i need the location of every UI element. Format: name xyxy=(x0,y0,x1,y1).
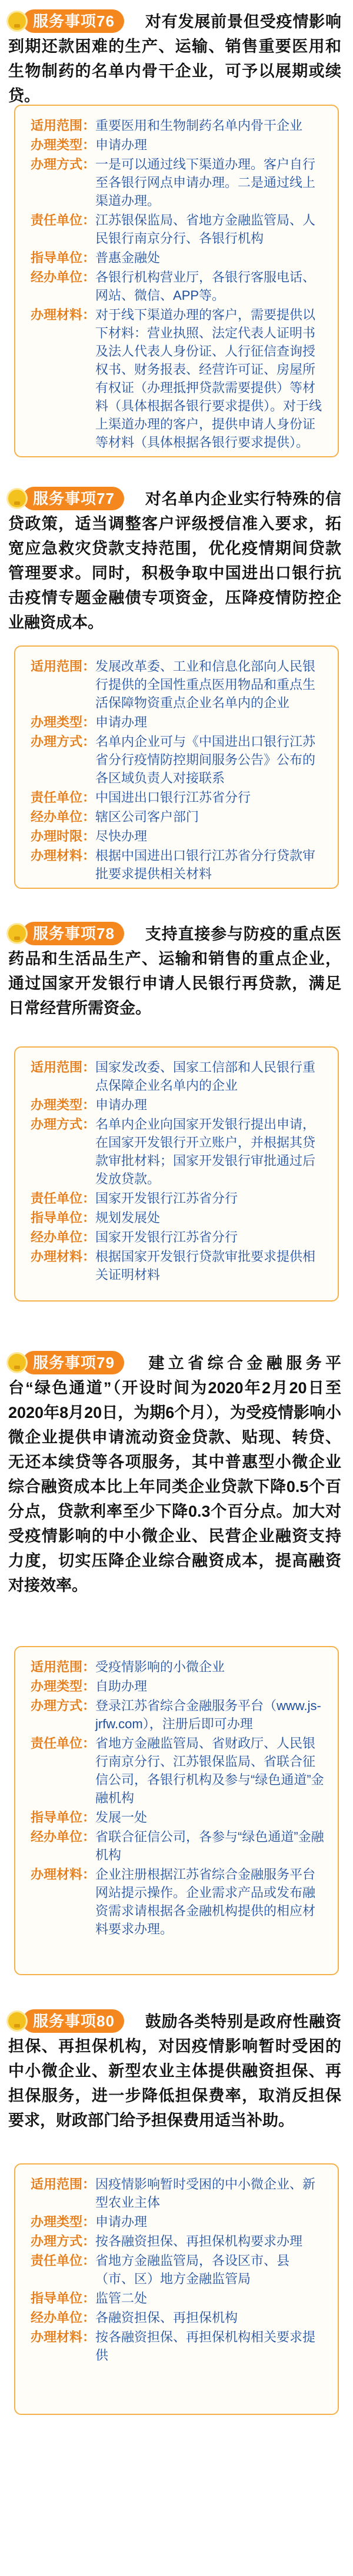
detail-row xyxy=(31,788,325,807)
detail-key: 适用范围： xyxy=(31,1660,96,1674)
detail-value: 发展改革委、工业和信息化部向人民银行提供的全国性重点医用物品和重点生活保障物资重点企业名单内的企业 xyxy=(95,659,316,710)
service-tag-label: 服务事项77 xyxy=(22,487,124,510)
service-detail-box xyxy=(14,1046,339,1302)
detail-value: 中国进出口银行江苏省分行 xyxy=(95,790,251,805)
detail-value: 监管二处 xyxy=(95,2291,148,2306)
detail-value: 按各融资担保、再担保机构相关要求提供 xyxy=(95,2330,316,2363)
detail-key: 办理类型： xyxy=(31,138,96,152)
detail-key: 指导单位： xyxy=(31,1810,96,1825)
detail-key: 办理方式： xyxy=(31,734,96,749)
detail-row xyxy=(31,2175,325,2212)
detail-key: 办理材料： xyxy=(31,848,96,863)
service-detail-box xyxy=(14,1646,339,1975)
detail-value: 发展一处 xyxy=(95,1810,148,1825)
detail-row xyxy=(31,268,325,305)
detail-value: 因疫情影响暂时受困的中小微企业、新型农业主体 xyxy=(95,2177,316,2210)
detail-value: 一是可以通过线下渠道办理。客户自行至各银行网点申请办理。二是通过线上渠道办理。 xyxy=(95,157,316,208)
detail-key: 责任单位： xyxy=(31,213,96,228)
service-tag-label: 服务事项80 xyxy=(22,2009,124,2033)
detail-key: 办理时限： xyxy=(31,829,96,844)
detail-key: 办理材料： xyxy=(31,307,96,322)
detail-row xyxy=(31,847,325,883)
service-intro-text: 支持直接参与防疫的重点医药品和生活品生产、运输和销售的重点企业，通过国家开发银行申请人民银行再贷款，满足日常经营所需资金。 xyxy=(8,925,341,1017)
detail-key: 办理材料： xyxy=(31,1249,96,1264)
detail-key: 经办单位： xyxy=(31,809,96,824)
service-detail-box xyxy=(14,2163,339,2415)
lightbulb-icon xyxy=(8,12,26,30)
detail-value: 尽快办理 xyxy=(95,829,148,844)
detail-value: 根据中国进出口银行江苏省分行贷款审批要求提供相关材料 xyxy=(95,848,316,881)
lightbulb-icon xyxy=(8,925,26,942)
detail-key: 责任单位： xyxy=(31,2253,96,2268)
detail-value: 规划发展处 xyxy=(95,1210,161,1225)
detail-value: 登录江苏省综合金融服务平台（www.js-jrfw.com），注册后即可办理 xyxy=(95,1698,321,1731)
detail-value: 国家开发银行江苏省分行 xyxy=(95,1191,238,1206)
lightbulb-icon xyxy=(8,2012,26,2030)
detail-key: 经办单位： xyxy=(31,1829,96,1844)
detail-value: 对于线下渠道办理的客户，需要提供以下材料：营业执照、法定代表人证明书及法人代表人身份证、人行征信查询授权书、财务报表、经营许可证、房屋所有权证（办理抵押贷款需要提供）等材料（具体根据各银行要求提供）。对于线上渠道办理的客户，提供申请人身份证等材料（具体根据各银行要求提供）。 xyxy=(95,307,322,450)
detail-key: 责任单位： xyxy=(31,790,96,805)
detail-key: 指导单位： xyxy=(31,1210,96,1225)
detail-row xyxy=(31,116,325,135)
detail-value: 申请办理 xyxy=(95,138,148,152)
detail-key: 适用范围： xyxy=(31,659,96,674)
detail-row xyxy=(31,136,325,154)
detail-key: 经办单位： xyxy=(31,2310,96,2325)
service-intro xyxy=(8,9,341,108)
detail-row xyxy=(31,1228,325,1246)
service-intro xyxy=(8,487,341,635)
detail-value: 名单内企业可与《中国进出口银行江苏省分行疫情防控期间服务公告》公布的各区域负责人对接联系 xyxy=(95,734,316,785)
detail-value: 重要医用和生物制药名单内骨干企业 xyxy=(95,118,303,133)
detail-row xyxy=(31,2328,325,2364)
detail-value: 各融资担保、再担保机构 xyxy=(95,2310,238,2325)
service-tag-label: 服务事项79 xyxy=(22,1351,124,1374)
detail-row xyxy=(31,2289,325,2307)
detail-value: 省地方金融监管局、省财政厅、人民银行南京分行、江苏银保监局、省联合征信公司，各银行机构及参与“绿色通道”金融机构 xyxy=(95,1736,324,1805)
detail-row xyxy=(31,306,325,451)
detail-value: 省地方金融监管局，各设区市、县（市、区）地方金融监管局 xyxy=(95,2253,290,2286)
service-intro-text: 对有发展前景但受疫情影响到期还款困难的生产、运输、销售重要医用和生物制药的名单内骨干企业，可予以展期或续贷。 xyxy=(8,13,341,105)
detail-value: 名单内企业向国家开发银行提出申请，在国家开发银行开立账户，并根据其贷款审批材料；国家开发银行审批通过后发放贷款。 xyxy=(95,1117,316,1186)
detail-key: 办理方式： xyxy=(31,2234,96,2249)
lightbulb-icon xyxy=(8,1354,26,1371)
detail-key: 经办单位： xyxy=(31,1230,96,1244)
detail-row xyxy=(31,1247,325,1284)
detail-row xyxy=(31,1828,325,1864)
service-intro-text: 建立省综合金融服务平台“绿色通道”（开设时间为2020年2月20日至2020年8月20日，为期6个月），为受疫情影响小微企业提供申请流动资金贷款、贴现、转贷、无还本续贷等各项服务，其中普惠型小微企业综合融资成本比上年同类企业贷款下降0.5个百分点，贷款利率至少下降0.3个百分点。加大对受疫情影响的中小微企业、民营企业融资支持力度，切实压降企业综合融资成本，提高融资对接效率。 xyxy=(8,1354,341,1594)
detail-row xyxy=(31,2232,325,2250)
detail-key: 责任单位： xyxy=(31,1191,96,1206)
service-intro xyxy=(8,2009,341,2133)
service-intro xyxy=(8,922,341,1021)
service-intro-text: 对名单内企业实行特殊的信贷政策，适当调整客户评级授信准入要求，拓宽应急救灾贷款支持范围，优化疫情期间贷款管理要求。同时，积极争取中国进出口银行抗击疫情专题金融债专项资金，压降疫情防控企业融资成本。 xyxy=(8,490,341,631)
lightbulb-icon xyxy=(8,490,26,507)
detail-key: 责任单位： xyxy=(31,1736,96,1751)
detail-value: 省联合征信公司，各参与“绿色通道”金融机构 xyxy=(95,1829,324,1862)
detail-value: 根据国家开发银行贷款审批要求提供相关证明材料 xyxy=(95,1249,316,1282)
detail-row xyxy=(31,1697,325,1733)
detail-key: 办理类型： xyxy=(31,1679,96,1694)
detail-value: 江苏银保监局、省地方金融监管局、人民银行南京分行、各银行机构 xyxy=(95,213,316,246)
detail-value: 申请办理 xyxy=(95,1098,148,1112)
detail-key: 办理方式： xyxy=(31,1698,96,1713)
detail-row xyxy=(31,1865,325,1938)
detail-row xyxy=(31,2252,325,2288)
detail-row xyxy=(31,1808,325,1826)
detail-value: 国家发改委、国家工信部和人民银行重点保障企业名单内的企业 xyxy=(95,1060,316,1093)
detail-key: 适用范围： xyxy=(31,2177,96,2192)
detail-value: 按各融资担保、再担保机构要求办理 xyxy=(95,2234,303,2249)
detail-value: 企业注册根据江苏省综合金融服务平台网站提示操作。企业需求产品或发布融资需求请根据各金融机构提供的相应材料要求办理。 xyxy=(95,1867,316,1936)
detail-value: 普惠金融处 xyxy=(95,250,161,265)
detail-key: 办理材料： xyxy=(31,1867,96,1882)
detail-row xyxy=(31,827,325,845)
detail-row xyxy=(31,1677,325,1695)
service-intro-text: 鼓励各类特别是政府性融资担保、再担保机构，对因疫情影响暂时受困的中小微企业、新型农业主体提供融资担保、再担保服务，进一步降低担保费率，取消反担保要求，财政部门给予担保费用适当补助。 xyxy=(8,2013,341,2129)
service-tag-label: 服务事项76 xyxy=(22,9,124,33)
detail-row xyxy=(31,2213,325,2231)
detail-key: 办理类型： xyxy=(31,1098,96,1112)
detail-value: 国家开发银行江苏省分行 xyxy=(95,1230,238,1244)
detail-row xyxy=(31,1058,325,1095)
detail-value: 辖区公司客户部门 xyxy=(95,809,199,824)
detail-key: 办理材料： xyxy=(31,2330,96,2344)
service-tag-label: 服务事项78 xyxy=(22,922,124,945)
service-detail-box xyxy=(14,645,339,889)
detail-value: 各银行机构营业厅，各银行客服电话、网站、微信、APP等。 xyxy=(95,270,316,303)
detail-key: 指导单位： xyxy=(31,250,96,265)
detail-value: 受疫情影响的小微企业 xyxy=(95,1660,225,1674)
detail-value: 申请办理 xyxy=(95,715,148,730)
detail-row xyxy=(31,808,325,826)
detail-row xyxy=(31,1209,325,1227)
detail-key: 办理类型： xyxy=(31,2214,96,2229)
detail-row xyxy=(31,1096,325,1114)
service-detail-box xyxy=(14,105,339,457)
detail-key: 办理方式： xyxy=(31,1117,96,1132)
detail-row xyxy=(31,249,325,267)
detail-row xyxy=(31,1734,325,1807)
service-intro xyxy=(8,1351,341,1598)
detail-key: 指导单位： xyxy=(31,2291,96,2306)
detail-row xyxy=(31,732,325,787)
detail-row xyxy=(31,657,325,712)
detail-key: 适用范围： xyxy=(31,118,96,133)
detail-key: 办理方式： xyxy=(31,157,96,172)
detail-row xyxy=(31,155,325,210)
detail-key: 经办单位： xyxy=(31,270,96,285)
detail-row xyxy=(31,1115,325,1188)
detail-row xyxy=(31,211,325,247)
detail-row xyxy=(31,2309,325,2327)
detail-row xyxy=(31,713,325,731)
detail-key: 适用范围： xyxy=(31,1060,96,1075)
detail-row xyxy=(31,1189,325,1207)
detail-row xyxy=(31,1658,325,1676)
detail-key: 办理类型： xyxy=(31,715,96,730)
detail-value: 自助办理 xyxy=(95,1679,148,1694)
detail-value: 申请办理 xyxy=(95,2214,148,2229)
